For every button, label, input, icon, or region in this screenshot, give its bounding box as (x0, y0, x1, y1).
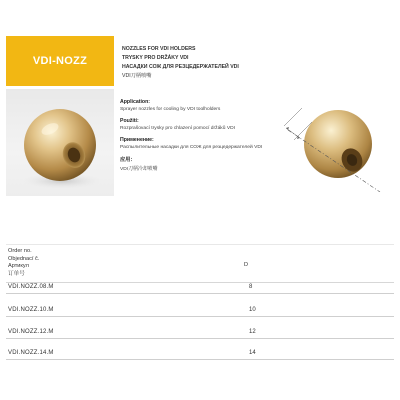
order-code: VDI.NOZZ.12.M (8, 329, 54, 335)
row-rule (6, 316, 394, 317)
table-row (6, 284, 394, 293)
order-code: VDI.NOZZ.10.M (8, 307, 54, 313)
diameter-value: 14 (249, 350, 256, 356)
application-label: Application: (120, 99, 150, 105)
title-en: NOZZLES FOR VDI HOLDERS (122, 46, 196, 52)
zh-label: 应用： (120, 157, 136, 163)
table-row (6, 307, 394, 316)
table-row (6, 329, 394, 338)
badge-label: VDI-NOZZ (32, 55, 88, 67)
title-cz: TRYSKY PRO DRŽÁKY VDI (122, 55, 189, 61)
row-rule (6, 338, 394, 339)
header-order-ru: Артикул (8, 263, 29, 269)
product-photo (6, 89, 114, 196)
order-code: VDI.NOZZ.08.M (8, 284, 54, 290)
application-text: Sprayer nozzles for cooling by VDI toolholders (120, 107, 221, 112)
product-family-badge (6, 36, 114, 86)
pouziti-text: Rozprašovací trysky pro chlazení pomocí držáků VDI (120, 126, 235, 131)
title-zh: VDI刀柄喷嘴 (122, 73, 152, 79)
zh-text: VDI刀柄冷却喷嘴 (120, 167, 158, 172)
technical-drawing (280, 92, 392, 192)
order-code: VDI.NOZZ.14.M (8, 350, 54, 356)
diameter-header: D (244, 262, 249, 268)
pouziti-label: Použití: (120, 118, 139, 124)
diameter-value: 8 (249, 284, 253, 290)
product-titles (122, 45, 239, 81)
nozzle-drawing-icon (280, 92, 392, 192)
row-rule (6, 293, 394, 294)
row-rule (6, 359, 394, 360)
ru-text: Распылительные насадки для СОЖ для резцедержателей VDI (120, 145, 263, 150)
header-rule (6, 282, 394, 283)
table-top-rule (6, 244, 394, 245)
title-ru: НАСАДКИ СОЖ ДЛЯ РЕЗЦЕДЕРЖАТЕЛЕЙ VDI (122, 64, 239, 70)
application-info (120, 99, 280, 178)
header-order-en: Order no. (8, 248, 32, 254)
header-order-cz: Objednací č. (8, 255, 40, 262)
table-row (6, 350, 394, 359)
brass-nozzle-image (6, 89, 114, 196)
ru-label: Применение: (120, 137, 154, 143)
order-no-header (8, 248, 39, 278)
diameter-value: 10 (249, 307, 256, 313)
diameter-value: 12 (249, 329, 256, 335)
header-order-zh: 订单号 (8, 270, 25, 277)
